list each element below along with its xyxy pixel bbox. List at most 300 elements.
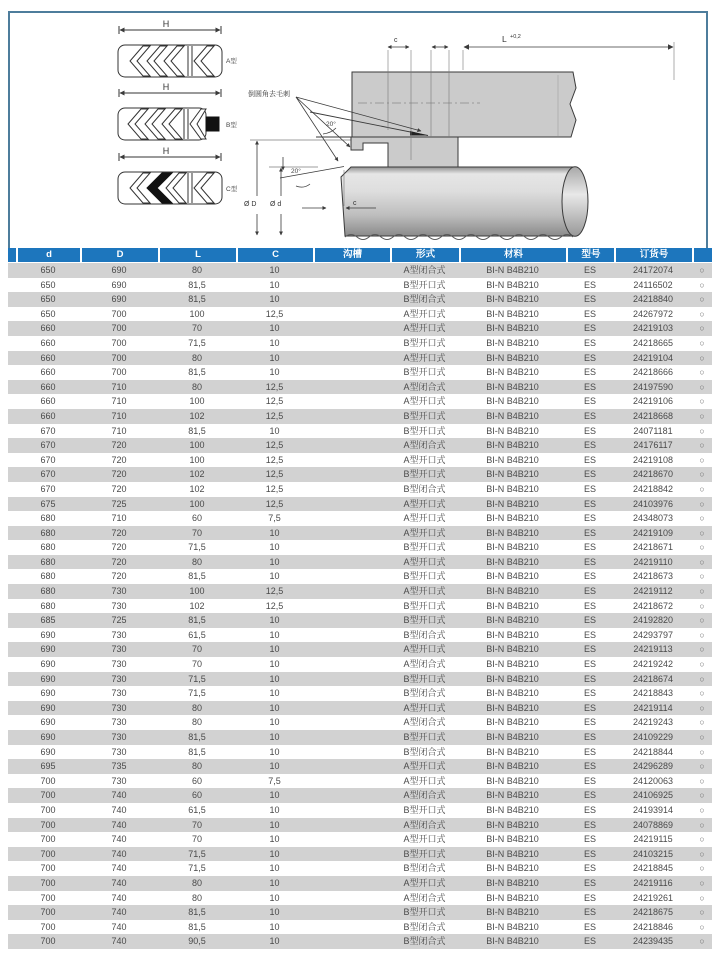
cell-col-material: BI-N B4B210	[486, 600, 539, 611]
cell-col-material: BI-N B4B210	[486, 615, 539, 626]
cell-col-L: 102	[189, 600, 205, 611]
cell-col-form: B型开口式	[403, 571, 446, 582]
cell-col-order: 24219243	[632, 717, 674, 728]
cell-col-order: 24296289	[632, 761, 674, 772]
cell-stub	[8, 424, 16, 439]
cell-col-d: 690	[40, 659, 56, 670]
cell-col-order: 24176117	[633, 440, 673, 451]
cell-col-groove	[313, 847, 390, 862]
cell-col-D: 730	[111, 629, 127, 640]
cell-col-form: B型开口式	[403, 279, 446, 290]
cell-col-material: BI-N B4B210	[486, 834, 539, 845]
cell-col-order: 24218845	[632, 863, 674, 874]
cell-col-stock: ○	[699, 352, 705, 363]
cell-col-D: 710	[111, 513, 127, 524]
cell-col-L: 80	[191, 556, 202, 567]
cell-col-groove	[313, 365, 390, 380]
table-row	[8, 540, 712, 555]
cell-col-stock: ○	[699, 702, 705, 713]
cell-stub	[8, 774, 16, 789]
cell-col-d: 670	[40, 440, 56, 451]
cell-stub	[8, 803, 16, 818]
cell-col-d: 690	[40, 673, 56, 684]
cell-col-C: 10	[269, 527, 280, 538]
cell-col-order: 24109229	[632, 732, 674, 742]
cell-col-stock: ○	[699, 644, 705, 655]
cell-col-material: BI-N B4B210	[486, 527, 539, 538]
cell-col-stock: ○	[699, 294, 705, 305]
cell-col-order: 24218666	[632, 367, 674, 378]
cell-col-material: BI-N B4B210	[486, 586, 539, 597]
cell-col-d: 660	[40, 381, 56, 392]
cell-col-C: 10	[269, 761, 280, 772]
type-c-label: C型	[226, 186, 238, 193]
l-dim-tolerance: +0,2	[510, 34, 521, 40]
cell-col-d: 650	[40, 279, 56, 290]
cell-col-C: 10	[269, 659, 280, 670]
cell-col-model: ES	[583, 542, 596, 553]
cell-stub	[8, 482, 16, 497]
cell-col-groove	[313, 453, 390, 468]
cell-col-material: BI-N B4B210	[486, 265, 539, 275]
cell-col-order: 24218668	[632, 410, 674, 421]
cell-col-d: 690	[40, 629, 56, 640]
cell-col-stock: ○	[699, 629, 705, 640]
cell-stub	[8, 934, 16, 949]
table-row	[8, 847, 712, 862]
cell-col-D: 720	[111, 469, 127, 480]
table-row	[8, 263, 712, 278]
cell-col-C: 10	[269, 921, 280, 932]
table-row	[8, 569, 712, 584]
cell-col-form: A型闭合式	[403, 717, 446, 728]
cell-col-D: 710	[111, 396, 127, 407]
cell-col-stock: ○	[699, 936, 705, 947]
cell-col-D: 710	[111, 381, 127, 392]
cell-col-form: A型开口式	[403, 556, 446, 567]
cell-col-material: BI-N B4B210	[486, 659, 539, 670]
cell-col-stock: ○	[699, 410, 705, 421]
cell-col-L: 81,5	[188, 294, 206, 305]
cell-col-order: 24172074	[632, 265, 674, 275]
cell-col-groove	[313, 818, 390, 833]
cell-col-d: 690	[40, 717, 56, 728]
cell-col-C: 10	[269, 556, 280, 567]
cell-col-model: ES	[583, 483, 596, 494]
cell-col-d: 690	[40, 746, 56, 757]
cell-col-D: 730	[111, 702, 127, 713]
cell-col-form: A型开口式	[403, 527, 446, 538]
cell-col-order: 24218672	[632, 600, 674, 611]
technical-drawing	[0, 0, 720, 248]
cell-col-material: BI-N B4B210	[486, 702, 539, 713]
table-row	[8, 526, 712, 541]
cell-col-model: ES	[583, 352, 596, 363]
cell-col-material: BI-N B4B210	[486, 513, 539, 524]
cell-stub	[8, 569, 16, 584]
cell-col-D: 700	[111, 367, 127, 378]
cell-col-order: 24218665	[632, 337, 674, 348]
cell-col-material: BI-N B4B210	[486, 454, 539, 465]
cell-col-C: 10	[269, 892, 280, 903]
header-col-stock	[692, 248, 712, 262]
cell-col-L: 80	[191, 892, 202, 903]
cell-col-L: 60	[191, 775, 202, 786]
cell-col-stock: ○	[699, 834, 705, 845]
cell-col-groove	[313, 526, 390, 541]
cell-col-d: 670	[40, 425, 56, 436]
cell-col-model: ES	[583, 600, 596, 611]
header-col-form: 形式	[390, 248, 459, 262]
cell-col-order: 24078869	[632, 819, 674, 830]
cell-col-material: BI-N B4B210	[486, 863, 539, 874]
cell-col-model: ES	[583, 848, 596, 859]
cell-col-material: BI-N B4B210	[486, 323, 539, 334]
cell-col-material: BI-N B4B210	[486, 425, 539, 436]
cell-col-order: 24218844	[632, 746, 674, 757]
cell-col-form: B型开口式	[403, 848, 446, 859]
cell-stub	[8, 818, 16, 833]
cell-col-d: 680	[40, 586, 56, 597]
cell-col-material: BI-N B4B210	[486, 352, 539, 363]
cell-col-form: A型闭合式	[403, 265, 446, 275]
angle-label-upper: 20°	[326, 121, 336, 128]
cell-col-form: B型开口式	[403, 907, 446, 918]
table-row	[8, 511, 712, 526]
cell-stub	[8, 292, 16, 307]
cell-col-order: 24219242	[632, 659, 674, 670]
cell-stub	[8, 920, 16, 935]
h-dimension-label-a: H	[162, 19, 170, 29]
cell-col-d: 700	[40, 863, 56, 874]
cell-col-C: 10	[269, 644, 280, 655]
cell-col-C: 10	[269, 790, 280, 801]
cell-col-L: 71,5	[188, 673, 206, 684]
cell-col-form: A型开口式	[403, 352, 446, 363]
cell-col-form: A型闭合式	[403, 892, 446, 903]
cell-col-model: ES	[583, 892, 596, 903]
cell-col-L: 102	[189, 469, 205, 480]
cell-col-L: 100	[189, 396, 205, 407]
cell-col-stock: ○	[699, 717, 705, 728]
cell-col-form: B型开口式	[403, 410, 446, 421]
cell-col-L: 100	[189, 308, 205, 319]
cell-col-C: 10	[269, 936, 280, 947]
cell-col-order: 24193914	[632, 804, 674, 815]
table-row	[8, 934, 712, 949]
cell-col-order: 24218673	[632, 571, 674, 582]
cell-col-form: A型开口式	[403, 396, 446, 407]
cell-col-material: BI-N B4B210	[486, 410, 539, 421]
cell-col-model: ES	[583, 819, 596, 830]
header-col-L: L	[158, 248, 236, 262]
cell-col-D: 730	[111, 644, 127, 655]
cell-col-order: 24267972	[632, 308, 674, 319]
cell-col-groove	[313, 497, 390, 512]
cell-col-form: B型闭合式	[403, 629, 446, 640]
cell-col-form: A型闭合式	[403, 440, 446, 451]
cell-col-order: 24219113	[633, 644, 673, 655]
cell-col-model: ES	[583, 673, 596, 684]
cell-col-D: 730	[111, 746, 127, 757]
cell-stub	[8, 584, 16, 599]
cell-stub	[8, 336, 16, 351]
cell-stub	[8, 847, 16, 862]
cell-col-d: 700	[40, 892, 56, 903]
cell-col-stock: ○	[699, 454, 705, 465]
cell-col-L: 81,5	[188, 907, 206, 918]
cell-col-stock: ○	[699, 483, 705, 494]
cell-col-model: ES	[583, 761, 596, 772]
cell-col-stock: ○	[699, 804, 705, 815]
cell-col-order: 24218843	[632, 688, 674, 699]
cell-stub	[8, 745, 16, 760]
cell-col-L: 81,5	[188, 921, 206, 932]
cell-col-model: ES	[583, 367, 596, 378]
cell-col-groove	[313, 628, 390, 643]
cell-col-order: 24116502	[633, 279, 673, 290]
cell-col-order: 24239435	[632, 936, 674, 947]
cell-col-d: 690	[40, 688, 56, 699]
cell-col-material: BI-N B4B210	[486, 877, 539, 888]
table-row	[8, 803, 712, 818]
cell-col-material: BI-N B4B210	[486, 440, 539, 451]
cell-col-C: 10	[269, 907, 280, 918]
cell-col-model: ES	[583, 513, 596, 524]
cell-col-L: 60	[191, 790, 202, 801]
cell-col-material: BI-N B4B210	[486, 819, 539, 830]
cell-col-d: 680	[40, 527, 56, 538]
cell-col-D: 730	[111, 673, 127, 684]
cell-col-model: ES	[583, 527, 596, 538]
cell-col-D: 730	[111, 717, 127, 728]
cell-col-D: 740	[111, 907, 127, 918]
cell-col-L: 70	[191, 323, 202, 334]
cell-col-stock: ○	[699, 556, 705, 567]
cell-col-material: BI-N B4B210	[486, 775, 539, 786]
cell-col-d: 660	[40, 323, 56, 334]
cell-col-d: 680	[40, 542, 56, 553]
table-row	[8, 715, 712, 730]
cell-col-material: BI-N B4B210	[486, 804, 539, 815]
cell-col-model: ES	[583, 877, 596, 888]
seal-stack-c	[118, 153, 222, 204]
dia-d-label: Ø d	[270, 201, 282, 208]
cell-col-form: A型闭合式	[403, 381, 446, 392]
cell-col-D: 740	[111, 921, 127, 932]
table-row	[8, 497, 712, 512]
cell-col-L: 81,5	[188, 425, 206, 436]
cell-col-order: 24219106	[632, 396, 674, 407]
cell-col-d: 660	[40, 396, 56, 407]
cell-col-groove	[313, 278, 390, 293]
angle-label-lower: 20°	[291, 168, 301, 175]
cell-col-C: 12,5	[265, 483, 284, 494]
cell-col-d: 700	[40, 936, 56, 947]
cell-stub	[8, 628, 16, 643]
table-row	[8, 307, 712, 322]
cell-col-d: 660	[40, 352, 56, 363]
cell-stub	[8, 351, 16, 366]
cell-col-groove	[313, 672, 390, 687]
cell-col-model: ES	[583, 265, 596, 275]
cell-col-stock: ○	[699, 761, 705, 772]
cell-stub	[8, 599, 16, 614]
cell-stub	[8, 715, 16, 730]
cell-stub	[8, 453, 16, 468]
cell-col-stock: ○	[699, 265, 705, 275]
cell-col-C: 12,5	[265, 586, 284, 597]
cell-col-stock: ○	[699, 513, 705, 524]
cell-col-groove	[313, 788, 390, 803]
table-row	[8, 482, 712, 497]
cell-col-model: ES	[583, 469, 596, 480]
cell-col-stock: ○	[699, 542, 705, 553]
cell-col-groove	[313, 803, 390, 818]
cell-stub	[8, 891, 16, 906]
cell-col-groove	[313, 351, 390, 366]
cell-col-C: 10	[269, 629, 280, 640]
cell-stub	[8, 701, 16, 716]
cell-col-C: 7,5	[268, 513, 281, 524]
cell-col-groove	[313, 482, 390, 497]
cell-col-stock: ○	[699, 337, 705, 348]
cell-col-groove	[313, 774, 390, 789]
cell-col-form: A型闭合式	[403, 659, 446, 670]
cell-col-order: 24192820	[632, 615, 674, 626]
table-row	[8, 438, 712, 453]
cell-col-order: 24218840	[632, 294, 674, 305]
h-dimension-label-b: H	[162, 82, 170, 92]
cell-col-groove	[313, 905, 390, 920]
size-table	[8, 248, 712, 949]
cell-col-form: A型开口式	[403, 498, 446, 509]
table-row	[8, 891, 712, 906]
cell-stub	[8, 686, 16, 701]
cell-col-order: 24218842	[632, 483, 674, 494]
table-row	[8, 394, 712, 409]
header-col-d: d	[16, 248, 80, 262]
cell-col-stock: ○	[699, 571, 705, 582]
cell-col-stock: ○	[699, 381, 705, 392]
table-row	[8, 555, 712, 570]
cell-stub	[8, 832, 16, 847]
cell-col-groove	[313, 613, 390, 628]
header-col-groove: 沟槽	[313, 248, 390, 262]
table-row	[8, 409, 712, 424]
cell-stub	[8, 642, 16, 657]
cell-col-stock: ○	[699, 308, 705, 319]
cell-col-d: 700	[40, 775, 56, 786]
cell-col-C: 10	[269, 732, 280, 742]
cell-col-groove	[313, 511, 390, 526]
cell-col-form: B型开口式	[403, 804, 446, 815]
cell-col-groove	[313, 424, 390, 439]
cell-col-material: BI-N B4B210	[486, 469, 539, 480]
cell-stub	[8, 497, 16, 512]
seal-stack-a	[118, 26, 222, 77]
cell-stub	[8, 876, 16, 891]
cell-col-order: 24219114	[633, 702, 673, 713]
cell-col-order: 24106925	[632, 790, 674, 801]
cell-col-material: BI-N B4B210	[486, 381, 539, 392]
cell-stub	[8, 905, 16, 920]
cell-col-groove	[313, 599, 390, 614]
cell-col-d: 660	[40, 367, 56, 378]
cell-col-model: ES	[583, 775, 596, 786]
cell-stub	[8, 540, 16, 555]
cell-col-D: 740	[111, 819, 127, 830]
cell-col-form: A型开口式	[403, 775, 446, 786]
cell-col-L: 81,5	[188, 615, 206, 626]
cell-col-stock: ○	[699, 425, 705, 436]
cell-col-C: 10	[269, 834, 280, 845]
cell-col-C: 12,5	[265, 410, 284, 421]
cell-col-stock: ○	[699, 790, 705, 801]
cell-col-order: 24218670	[632, 469, 674, 480]
cell-col-material: BI-N B4B210	[486, 848, 539, 859]
cell-col-C: 12,5	[265, 308, 284, 319]
cell-col-L: 61,5	[188, 629, 206, 640]
cell-col-C: 12,5	[265, 600, 284, 611]
cell-col-L: 100	[189, 586, 205, 597]
cell-col-D: 725	[111, 615, 127, 626]
cell-col-stock: ○	[699, 586, 705, 597]
header-col-material: 材料	[459, 248, 566, 262]
cell-col-material: BI-N B4B210	[486, 790, 539, 801]
cell-col-form: B型闭合式	[403, 921, 446, 932]
cell-col-d: 685	[40, 615, 56, 626]
cell-col-D: 740	[111, 936, 127, 947]
cell-stub	[8, 788, 16, 803]
cell-stub	[8, 657, 16, 672]
table-row	[8, 336, 712, 351]
cell-col-stock: ○	[699, 848, 705, 859]
cell-col-model: ES	[583, 688, 596, 699]
cell-col-D: 720	[111, 571, 127, 582]
deburr-note: 倒圆角去毛刺	[248, 91, 290, 98]
cell-col-d: 660	[40, 337, 56, 348]
cell-col-groove	[313, 380, 390, 395]
cell-col-C: 12,5	[265, 440, 284, 451]
cell-stub	[8, 438, 16, 453]
cell-col-order: 24218671	[632, 542, 674, 553]
cell-col-form: B型开口式	[403, 367, 446, 378]
cell-col-D: 730	[111, 775, 127, 786]
rod-section	[341, 167, 588, 240]
cell-col-groove	[313, 642, 390, 657]
cell-col-D: 740	[111, 863, 127, 874]
cell-stub	[8, 365, 16, 380]
cell-stub	[8, 380, 16, 395]
cell-col-C: 7,5	[268, 775, 281, 786]
table-row	[8, 788, 712, 803]
cell-col-order: 24219261	[632, 892, 674, 903]
cell-col-material: BI-N B4B210	[486, 571, 539, 582]
cell-col-D: 720	[111, 556, 127, 567]
cell-stub	[8, 526, 16, 541]
header-col-D: D	[80, 248, 158, 262]
cell-col-groove	[313, 861, 390, 876]
cell-col-C: 10	[269, 702, 280, 713]
cell-col-D: 700	[111, 308, 127, 319]
cell-col-d: 650	[40, 294, 56, 305]
cell-col-model: ES	[583, 936, 596, 947]
table-header-row	[8, 248, 712, 263]
cell-col-D: 740	[111, 804, 127, 815]
cell-col-model: ES	[583, 921, 596, 932]
cell-col-stock: ○	[699, 877, 705, 888]
